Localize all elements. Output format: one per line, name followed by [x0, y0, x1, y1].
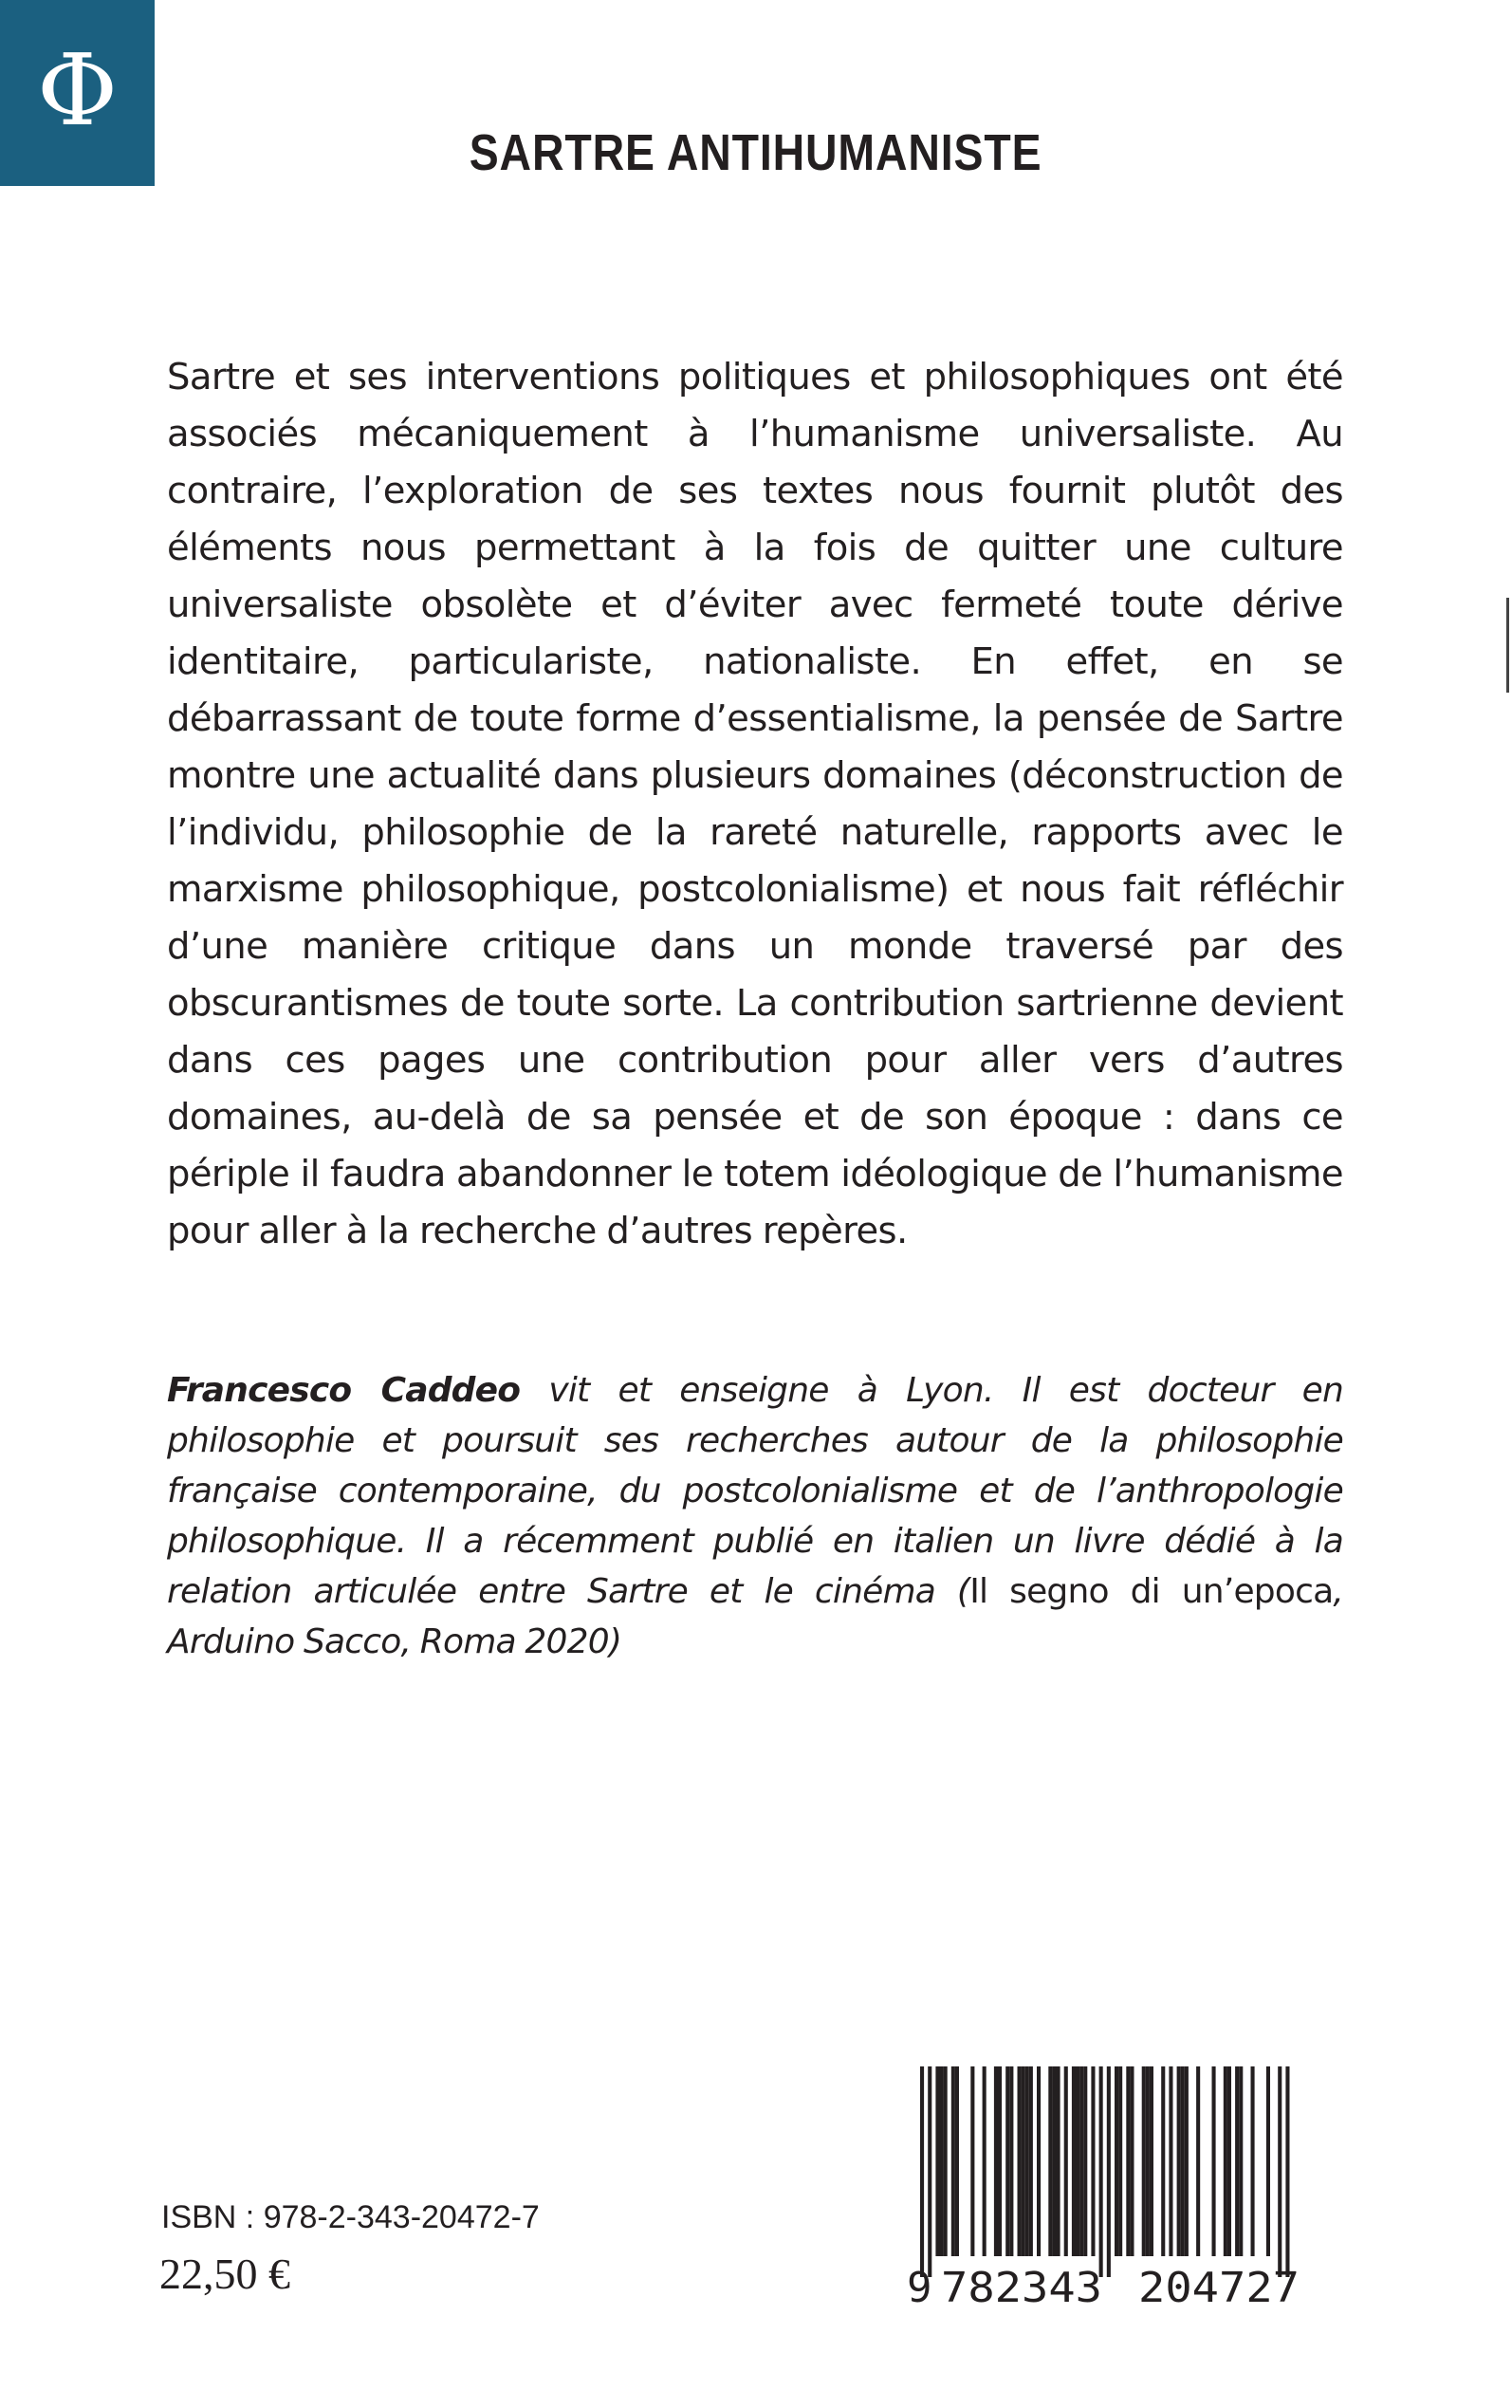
barcode-bar-4 — [944, 2066, 948, 2256]
barcode-bar-39 — [1181, 2066, 1185, 2256]
isbn-label: ISBN : 978-2-343-20472-7 — [161, 2199, 540, 2235]
barcode-bar-20 — [1057, 2066, 1060, 2256]
barcode-bar-29 — [1115, 2066, 1118, 2256]
barcode-bar-11 — [1005, 2066, 1009, 2256]
barcode-bar-47 — [1251, 2066, 1255, 2256]
barcode-bar-30 — [1118, 2066, 1122, 2256]
barcode-bar-36 — [1161, 2066, 1165, 2256]
barcode-bar-2 — [935, 2066, 939, 2256]
barcode-bar-44 — [1227, 2066, 1231, 2256]
barcode-bar-46 — [1239, 2066, 1243, 2256]
barcode-bar-31 — [1126, 2066, 1130, 2256]
barcode-bar-28 — [1107, 2066, 1111, 2277]
barcode-bar-48 — [1266, 2066, 1270, 2256]
barcode-bar-13 — [1018, 2066, 1022, 2256]
barcode-bar-7 — [970, 2066, 974, 2256]
barcode-bar-6 — [955, 2066, 959, 2256]
barcode-digits-left: 782343 — [941, 2264, 1102, 2304]
barcode-icon — [905, 2066, 1349, 2304]
price-label: 22,50 € — [159, 2250, 290, 2298]
barcode-bar-3 — [940, 2066, 944, 2256]
barcode-bar-19 — [1052, 2066, 1056, 2256]
barcode-bar-12 — [1009, 2066, 1013, 2256]
barcode-bar-33 — [1142, 2066, 1146, 2256]
barcode — [905, 2066, 1349, 2304]
barcode-bar-23 — [1076, 2066, 1079, 2256]
cited-book-title: Il segno di un’epoca — [969, 1572, 1334, 1611]
barcode-bar-0 — [920, 2066, 924, 2277]
barcode-bar-15 — [1025, 2066, 1029, 2256]
barcode-bar-14 — [1022, 2066, 1025, 2256]
barcode-bar-10 — [998, 2066, 1002, 2256]
barcode-bar-17 — [1037, 2066, 1041, 2256]
barcode-bar-27 — [1099, 2066, 1103, 2277]
barcode-bar-26 — [1091, 2066, 1095, 2256]
barcode-bar-50 — [1285, 2066, 1289, 2277]
barcode-bar-43 — [1224, 2066, 1227, 2256]
barcode-first-digit: 9 — [907, 2264, 932, 2304]
barcode-bar-32 — [1130, 2066, 1134, 2256]
barcode-bar-37 — [1169, 2066, 1172, 2256]
barcode-bar-1 — [928, 2066, 931, 2277]
edge-mark — [1506, 598, 1509, 693]
barcode-bar-21 — [1064, 2066, 1068, 2256]
barcode-bar-24 — [1079, 2066, 1083, 2256]
author-bio-text: vit et enseigne à Lyon. Il est docteur en philosophie et poursuit ses recherches autour de la philosophie française contemporaine, du postcolonialisme et de l’anthropologie philosophique. Il a récemment publié en italien un livre dédié à la relation articulée entre Sartre et le cinéma ( — [167, 1371, 1344, 1611]
barcode-bar-45 — [1235, 2066, 1239, 2256]
author-name: Francesco Caddeo — [167, 1371, 521, 1410]
book-summary: Sartre et ses interventions politiques et philosophiques ont été associés mécaniquement à l’humanisme universaliste. Au contraire, l’exploration de ses textes nous fournit plutôt des éléments nous permettant à la fois de quitter une culture universaliste obsolète et d’éviter avec fermeté toute dérive identitaire, particulariste, nationaliste. En effet, en se débarrassant de toute forme d’essentialisme, la pensée de Sartre montre une actualité dans plusieurs domaines (déconstruction de l’individu, philosophie de la rareté naturelle, rapports avec le marxisme philosophique, postcolonialisme) et nous fait réfléchir d’une manière critique dans un monde traversé par des obscurantismes de toute sorte. La contribution sartrienne devient dans ces pages une contribution pour aller vers d’autres domaines, au-delà de sa pensée et de son époque : dans ce périple il faudra abandonner le totem idéologique de l’humanisme pour aller à la recherche d’autres repères. — [167, 356, 1343, 1252]
barcode-digits-right: 204727 — [1138, 2264, 1300, 2304]
barcode-bar-18 — [1048, 2066, 1052, 2256]
barcode-bar-35 — [1150, 2066, 1153, 2256]
author-bio — [167, 1365, 1343, 1667]
barcode-bar-34 — [1146, 2066, 1150, 2256]
book-title: SARTRE ANTIHUMANISTE — [469, 124, 1042, 181]
barcode-bar-42 — [1212, 2066, 1216, 2256]
barcode-bar-38 — [1177, 2066, 1181, 2256]
barcode-bar-8 — [983, 2066, 986, 2256]
barcode-bar-5 — [951, 2066, 955, 2256]
barcode-bar-40 — [1185, 2066, 1189, 2256]
barcode-bar-22 — [1072, 2066, 1076, 2256]
cited-book-publisher: , Arduino Sacco, Roma 2020) — [167, 1572, 1343, 1661]
barcode-bar-41 — [1196, 2066, 1200, 2256]
barcode-bar-16 — [1029, 2066, 1033, 2256]
phi-logo-icon: Φ — [36, 32, 119, 148]
barcode-bar-25 — [1083, 2066, 1087, 2256]
barcode-bar-49 — [1278, 2066, 1282, 2277]
barcode-bar-9 — [994, 2066, 998, 2256]
